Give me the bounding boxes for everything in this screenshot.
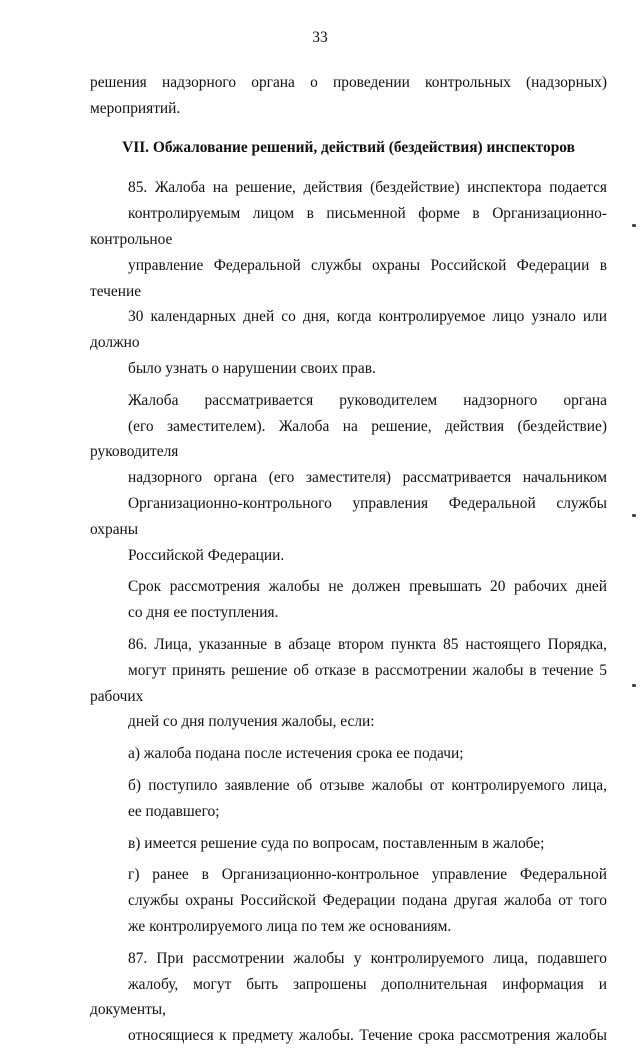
text-line: же контролируемого лица по тем же основаниям.: [128, 917, 452, 935]
text-line: Срок рассмотрения жалобы не должен превышать 20 рабочих дней: [128, 578, 607, 596]
text-line: службы охраны Российской Федерации подана другая жалоба от того: [128, 892, 607, 910]
text-line: надзорного органа (его заместителя) рассматривается начальником: [128, 469, 607, 487]
text-line: относящиеся к предмету жалобы. Течение срока рассмотрения жалобы: [128, 1027, 607, 1045]
text-line: (его заместителем). Жалоба на решение, действия (бездействие) руководителя: [90, 417, 607, 461]
paragraph: [90, 946, 607, 1049]
scan-mark: [632, 684, 636, 687]
paragraph: [90, 175, 607, 381]
text-line: а) жалоба подана после истечения срока ее подачи;: [128, 745, 464, 763]
intro-paragraph: [90, 70, 607, 122]
text-line: контролируемым лицом в письменной форме в Организационно-контрольное: [90, 205, 607, 248]
document-body: [90, 70, 607, 1049]
text-line: 85. Жалоба на решение, действия (бездействие) инспектора подается: [128, 179, 607, 197]
text-line: мероприятий.: [90, 99, 181, 117]
paragraph-list: [90, 175, 607, 1049]
text-line: могут принять решение об отказе в рассмотрении жалобы в течение 5 рабочих: [90, 661, 607, 705]
text-line: управление Федеральной службы охраны Российской Федерации в течение: [90, 256, 607, 300]
paragraph: [90, 831, 607, 857]
text-line: г) ранее в Организационно-контрольное управление Федеральной: [128, 866, 607, 884]
text-line: 87. При рассмотрении жалобы у контролируемого лица, подавшего: [128, 949, 607, 967]
text-line: жалобу, могут быть запрошены дополнительная информация и документы,: [90, 975, 607, 1019]
section-heading: VII. Обжалование решений, действий (бездействия) инспекторов: [122, 138, 575, 156]
text-line: со дня ее поступления.: [128, 604, 279, 622]
paragraph: [90, 388, 607, 569]
text-line: Жалоба рассматривается руководителем надзорного органа: [128, 391, 607, 409]
scan-mark: [632, 514, 636, 517]
text-line: в) имеется решение суда по вопросам, поставленным в жалобе;: [128, 834, 545, 852]
text-line: Организационно-контрольного управления Федеральной службы охраны: [90, 494, 607, 538]
text-line: 86. Лица, указанные в абзаце втором пункта 85 настоящего Порядка,: [128, 635, 607, 653]
text-line: было узнать о нарушении своих прав.: [128, 359, 376, 377]
paragraph: [90, 862, 607, 939]
paragraph: [90, 632, 607, 735]
paragraph: [90, 773, 607, 825]
text-line: дней со дня получения жалобы, если:: [128, 713, 375, 731]
page-number: 33: [312, 29, 328, 46]
paragraph: [90, 741, 607, 767]
text-line: ее подавшего;: [128, 802, 220, 820]
text-line: 30 календарных дней со дня, когда контролируемое лицо узнало или должно: [90, 308, 607, 352]
scan-mark: [632, 224, 636, 227]
text-line: б) поступило заявление об отзыве жалобы от контролируемого лица,: [128, 776, 607, 794]
text-line: Российской Федерации.: [128, 546, 285, 564]
text-line: решения надзорного органа о проведении контрольных (надзорных): [90, 74, 607, 91]
paragraph: [90, 574, 607, 626]
